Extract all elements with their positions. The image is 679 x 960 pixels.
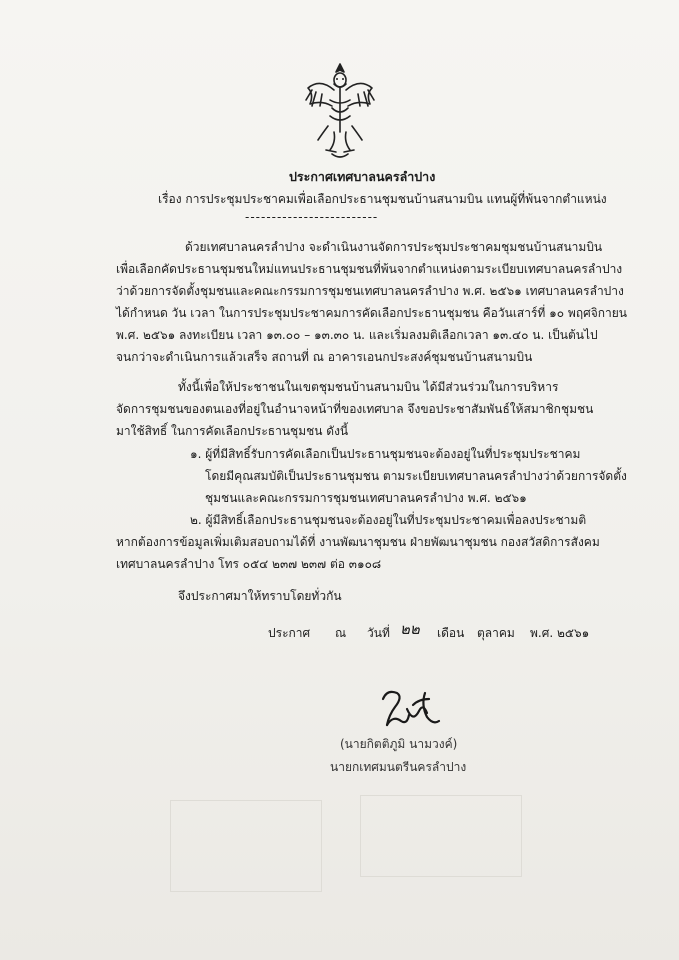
date-month: ตุลาคม [477, 626, 515, 640]
paragraph-2-line: ทั้งนี้เพื่อให้ประชาชนในเขตชุมชนบ้านสนามบิน ได้มีส่วนร่วมในการบริหาร [178, 380, 559, 394]
separator-rule: ------------------------- [245, 210, 379, 224]
bleed-through-mark [360, 795, 522, 877]
list-item-2: ๒. ผู้มีสิทธิ์เลือกประธานชุมชนจะต้องอยู่ในที่ประชุมประชาคมเพื่อลงประชามติ [190, 513, 587, 527]
date-at: ณ [335, 626, 347, 640]
date-year: พ.ศ. ๒๕๖๑ [530, 626, 590, 640]
signer-name: (นายกิตติภูมิ นามวงค์) [340, 737, 458, 751]
announcement-line: จึงประกาศมาให้ทราบโดยทั่วกัน [178, 589, 342, 603]
date-month-label: เดือน [437, 626, 465, 640]
signer-position: นายกเทศมนตรีนครลำปาง [330, 760, 467, 774]
paragraph-1-line: ด้วยเทศบาลนครลำปาง จะดำเนินงานจัดการประชุมประชาคมชุมชนบ้านสนามบิน [185, 240, 603, 254]
date-day-label: วันที่ [367, 626, 390, 640]
list-item-1-line: ชุมชนและคณะกรรมการชุมชนเทศบาลนครลำปาง พ.ศ. ๒๕๖๑ [205, 491, 527, 505]
paragraph-1-line: จนกว่าจะดำเนินการแล้วเสร็จ สถานที่ ณ อาคารเอนกประสงค์ชุมชนบ้านสนามบิน [116, 350, 533, 364]
garuda-emblem-icon [300, 60, 380, 160]
paragraph-1-line: พ.ศ. ๒๕๖๑ ลงทะเบียน เวลา ๑๓.๐๐ – ๑๓.๓๐ น. และเริ่มลงมติเลือกเวลา ๑๓.๔๐ น. เป็นต้นไป [116, 328, 598, 342]
paragraph-1-line: ได้กำหนด วัน เวลา ในการประชุมประชาคมการคัดเลือกประธานชุมชน คือวันเสาร์ที่ ๑๐ พฤศจิกายน [116, 306, 627, 320]
date-prefix: ประกาศ [268, 626, 311, 640]
contact-line: หากต้องการข้อมูลเพิ่มเติมสอบถามได้ที่ งานพัฒนาชุมชน ฝ่ายพัฒนาชุมชน กองสวัสดิการสังคม [116, 535, 600, 549]
paragraph-1-line: เพื่อเลือกคัดประธานชุมชนใหม่แทนประธานชุมชนที่พ้นจากตำแหน่งตามระเบียบเทศบาลนครลำปาง [116, 262, 623, 276]
list-item-1-line: ๑. ผู้ที่มีสิทธิ์รับการคัดเลือกเป็นประธานชุมชนจะต้องอยู่ในที่ประชุมประชาคม [190, 447, 581, 461]
bleed-through-mark [170, 800, 322, 892]
date-day-handwritten: ๒๒ [400, 620, 420, 638]
list-item-1-line: โดยมีคุณสมบัติเป็นประธานชุมชน ตามระเบียบเทศบาลนครลำปางว่าด้วยการจัดตั้ง [205, 469, 627, 483]
paragraph-2-line: จัดการชุมชนของตนเองที่อยู่ในอำนาจหน้าที่ของเทศบาล จึงขอประชาสัมพันธ์ให้สมาชิกชุมชน [116, 402, 594, 416]
handwritten-signature [373, 685, 445, 733]
document-title: ประกาศเทศบาลนครลำปาง [289, 169, 436, 184]
subject-line: เรื่อง การประชุมประชาคมเพื่อเลือกประธานชุมชนบ้านสนามบิน แทนผู้ที่พ้นจากตำแหน่ง [158, 192, 607, 206]
paragraph-2-line: มาใช้สิทธิ์ ในการคัดเลือกประธานชุมชน ดังนี้ [116, 424, 349, 438]
paragraph-1-line: ว่าด้วยการจัดตั้งชุมชนและคณะกรรมการชุมชนเทศบาลนครลำปาง พ.ศ. ๒๕๖๑ เทศบาลนครลำปาง [116, 284, 624, 298]
contact-line: เทศบาลนครลำปาง โทร ๐๕๔ ๒๓๗ ๒๓๗ ต่อ ๓๑๐๘ [116, 557, 382, 571]
